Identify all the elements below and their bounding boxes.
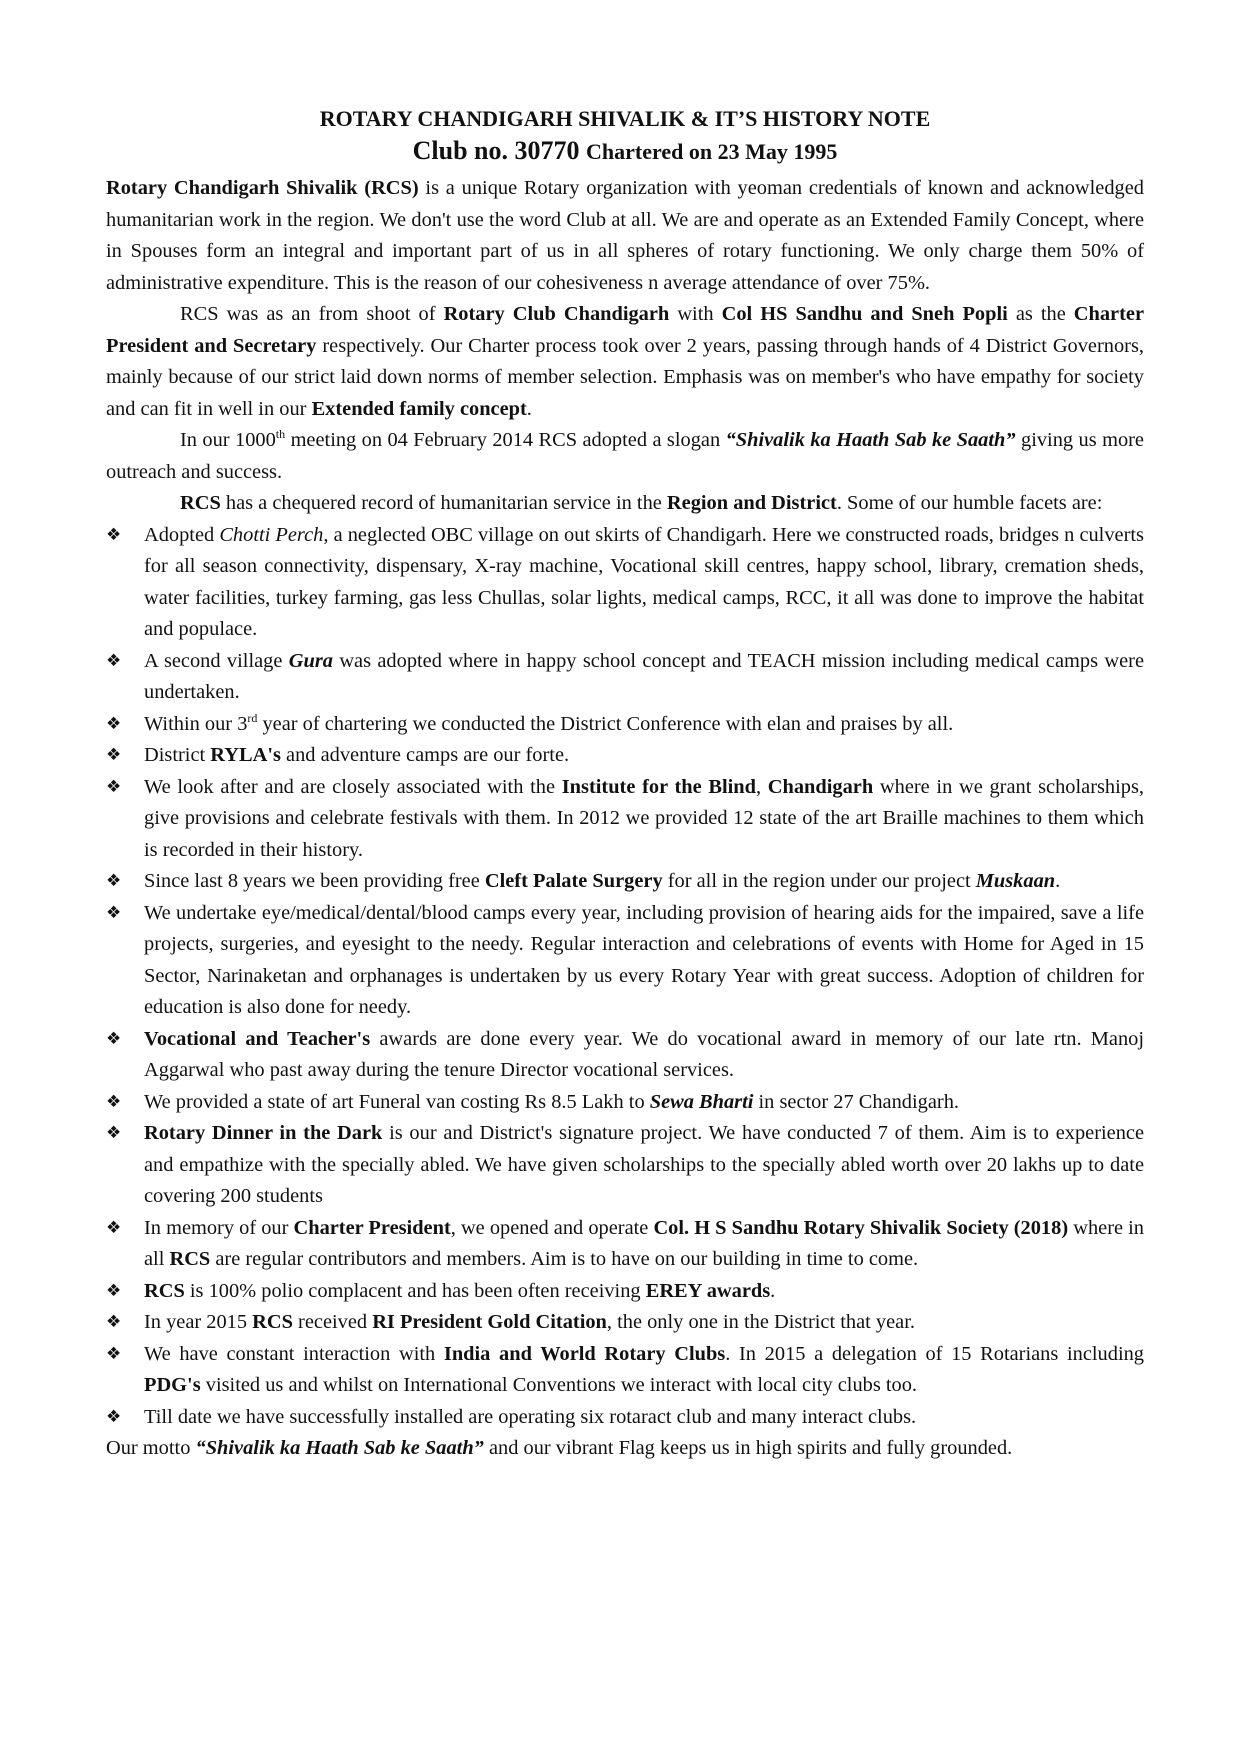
list-item bbox=[106, 709, 1144, 741]
list-item bbox=[106, 1339, 1144, 1402]
diamond-bullet-icon: ❖ bbox=[106, 1028, 122, 1049]
bold-italic-text: Sewa Bharti bbox=[649, 1090, 754, 1113]
text: . bbox=[526, 397, 532, 420]
text: and our vibrant Flag keeps us in high spirits and fully grounded. bbox=[483, 1437, 1013, 1459]
list-item bbox=[106, 898, 1144, 1024]
text: . In 2015 a delegation of 15 Rotarians including bbox=[725, 1342, 1144, 1365]
slogan-text: “Shivalik ka Haath Sab ke Saath” bbox=[725, 429, 1016, 451]
list-item bbox=[106, 866, 1144, 898]
text: meeting on 04 February 2014 RCS adopted a slogan bbox=[285, 429, 726, 451]
diamond-bullet-icon: ❖ bbox=[106, 871, 122, 891]
text: and adventure camps are our forte. bbox=[280, 744, 570, 766]
diamond-bullet-icon: ❖ bbox=[106, 1312, 122, 1332]
text: , a neglected OBC village on out skirts of Chandigarh. Here we constructed roads, bridges n culverts for all season connectivity, dispensary, X-ray machine, Vocational skill centres, happy school, library, cremation sheds, water facilities, turkey farming, gas less Chullas, solar lights, medical camps, RCC, it all was done to improve the habitat and populace. bbox=[144, 523, 1144, 640]
diamond-bullet-icon: ❖ bbox=[106, 902, 122, 923]
bold-text: RCS bbox=[169, 1248, 211, 1270]
text: are regular contributors and members. Aim is to have on our building in time to come. bbox=[210, 1248, 919, 1270]
bold-text: Charter President and Secretary bbox=[106, 303, 1144, 357]
text: Adopted bbox=[144, 523, 220, 546]
text: was adopted where in happy school concept and TEACH mission including medical camps were undertaken. bbox=[144, 649, 1144, 703]
text: Within our 3 bbox=[144, 712, 248, 735]
bold-text: RI President Gold Citation bbox=[372, 1311, 607, 1333]
bold-text: Region and District bbox=[666, 492, 837, 514]
diamond-bullet-icon: ❖ bbox=[106, 1091, 122, 1112]
diamond-bullet-icon: ❖ bbox=[106, 1123, 122, 1143]
text: Till date we have successfully installed are operating six rotaract club and many interact clubs. bbox=[144, 1405, 917, 1428]
text: District bbox=[144, 744, 211, 766]
bold-text: Col HS Sandhu and Sneh Popli bbox=[721, 303, 1008, 325]
bold-text: PDG's bbox=[144, 1374, 201, 1396]
text: We undertake eye/medical/dental/blood camps every year, including provision of hearing aids for the impaired, save a life projects, surgeries, and eyesight to the needy. Regular interaction and celebrations of events with Home for Aged in 15 Sector, Narinaketan and orphanages is undertaken by us every Rotary Year with great success. Adoption of children for education is also done for needy. bbox=[144, 901, 1144, 1018]
motto-text: “Shivalik ka Haath Sab ke Saath” bbox=[195, 1437, 484, 1459]
list-item bbox=[106, 520, 1144, 646]
diamond-bullet-icon: ❖ bbox=[106, 1217, 122, 1238]
bold-text: Chandigarh bbox=[767, 775, 874, 798]
text: We provided a state of art Funeral van costing Rs 8.5 Lakh to bbox=[144, 1090, 650, 1113]
text: is a unique Rotary organization with yeoman credentials of known and acknowledged humanitarian work in the region. We don't use the word Club at all. We are and operate as an Extended Family Concept, where in Spouses form an integral and important part of us in all spheres of rotary functioning. We only charge them 50% of administrative expenditure. This is the reason of our cohesiveness n average attendance of over 75%. bbox=[106, 177, 1144, 294]
text: as the bbox=[1007, 303, 1074, 325]
bold-text: Col. H S Sandhu Rotary Shivalik Society (2018) bbox=[653, 1216, 1069, 1239]
list-item bbox=[106, 1402, 1144, 1434]
text: where in we grant scholarships, give provisions and celebrate festivals with them. In 2012 we provided 12 state of the art Braille machines to them which is recorded in their history. bbox=[144, 775, 1145, 861]
text: . bbox=[770, 1279, 776, 1302]
facets-list bbox=[106, 520, 1144, 1434]
text: is our and District's signature project. We have conducted 7 of them. Aim is to experience and empathize with the specially abled. We have given scholarships to the specially abled worth over 20 lakhs up to date covering 200 students bbox=[144, 1122, 1145, 1207]
text: has a chequered record of humanitarian service in the bbox=[220, 492, 667, 514]
text: awards are done every year. We do vocational award in memory of our late rtn. Manoj Aggarwal who past away during the tenure Director vocational services. bbox=[144, 1027, 1144, 1081]
bold-text: Vocational and Teacher's bbox=[144, 1027, 371, 1050]
list-item bbox=[106, 646, 1144, 709]
bold-text: Rotary Club Chandigarh bbox=[443, 303, 670, 325]
text: visited us and whilst on International Conventions we interact with local city clubs too. bbox=[200, 1374, 918, 1396]
club-subtitle bbox=[106, 134, 1144, 169]
list-item bbox=[106, 1024, 1144, 1087]
text: respectively. Our Charter process took over 2 years, passing through hands of 4 District Governors, mainly because of our strict laid down norms of member selection. Emphasis was on member's who have empathy for society and can fit in well in our bbox=[106, 334, 1144, 420]
bold-text: RCS bbox=[180, 492, 221, 514]
intro-paragraph bbox=[106, 173, 1144, 299]
text: in sector 27 Chandigarh. bbox=[753, 1090, 959, 1113]
text: Since last 8 years we been providing free bbox=[144, 870, 485, 892]
superscript: th bbox=[275, 427, 286, 442]
text: RCS was as an from shoot of bbox=[180, 303, 444, 325]
text: In our 1000 bbox=[180, 429, 276, 451]
bold-text: Cleft Palate Surgery bbox=[484, 870, 663, 892]
list-item bbox=[106, 740, 1144, 772]
charter-date: Chartered on 23 May 1995 bbox=[586, 139, 838, 164]
text: received bbox=[292, 1311, 373, 1333]
diamond-bullet-icon: ❖ bbox=[106, 776, 122, 797]
bold-italic-text: Gura bbox=[288, 649, 333, 672]
diamond-bullet-icon: ❖ bbox=[106, 1280, 122, 1301]
text: year of chartering we conducted the District Conference with elan and praises by all. bbox=[257, 712, 954, 735]
list-item bbox=[106, 1087, 1144, 1119]
list-item bbox=[106, 1276, 1144, 1308]
list-item bbox=[106, 1118, 1144, 1213]
service-record-paragraph bbox=[106, 488, 1144, 520]
diamond-bullet-icon: ❖ bbox=[106, 1343, 122, 1364]
text: We look after and are closely associated with the bbox=[144, 775, 562, 798]
text: , the only one in the District that year. bbox=[606, 1311, 915, 1333]
bold-text: RYLA's bbox=[210, 744, 281, 766]
text: giving us more outreach and success. bbox=[106, 429, 1144, 483]
bold-text: Rotary Dinner in the Dark bbox=[144, 1122, 383, 1144]
text: where in all bbox=[144, 1216, 1144, 1270]
list-item bbox=[106, 1213, 1144, 1276]
bold-text: Rotary Chandigarh Shivalik (RCS) bbox=[106, 177, 419, 199]
history-paragraph bbox=[106, 299, 1144, 425]
text: Our motto bbox=[106, 1437, 196, 1459]
bold-italic-text: Muskaan bbox=[975, 870, 1056, 892]
text: In memory of our bbox=[144, 1216, 294, 1239]
text: , bbox=[755, 775, 768, 798]
text: for all in the region under our project bbox=[662, 870, 976, 892]
text: We have constant interaction with bbox=[144, 1342, 444, 1365]
bold-text: EREY awards bbox=[645, 1279, 771, 1302]
diamond-bullet-icon: ❖ bbox=[106, 650, 122, 671]
text: . Some of our humble facets are: bbox=[836, 492, 1103, 514]
bold-text: RCS bbox=[144, 1279, 185, 1302]
diamond-bullet-icon: ❖ bbox=[106, 524, 122, 545]
slogan-paragraph bbox=[106, 425, 1144, 488]
text: , we opened and operate bbox=[450, 1216, 654, 1239]
club-number: Club no. 30770 bbox=[412, 136, 587, 165]
diamond-bullet-icon: ❖ bbox=[106, 745, 122, 765]
text: . bbox=[1055, 870, 1061, 892]
bold-text: Charter President bbox=[293, 1216, 451, 1239]
document-title: ROTARY CHANDIGARH SHIVALIK & IT’S HISTORY NOTE bbox=[319, 106, 931, 131]
list-item bbox=[106, 772, 1144, 867]
text: is 100% polio complacent and has been often receiving bbox=[184, 1279, 646, 1302]
diamond-bullet-icon: ❖ bbox=[106, 713, 122, 734]
italic-text: Chotti Perch bbox=[219, 523, 324, 546]
bold-text: Institute for the Blind bbox=[561, 775, 756, 798]
superscript: rd bbox=[247, 710, 258, 725]
text: with bbox=[669, 303, 722, 325]
list-item bbox=[106, 1307, 1144, 1339]
bold-text: Extended family concept bbox=[311, 397, 527, 420]
text: A second village bbox=[144, 649, 289, 672]
diamond-bullet-icon: ❖ bbox=[106, 1406, 122, 1427]
bold-text: RCS bbox=[252, 1311, 293, 1333]
closing-paragraph bbox=[106, 1433, 1144, 1465]
text: In year 2015 bbox=[144, 1311, 253, 1333]
bold-text: India and World Rotary Clubs bbox=[443, 1342, 726, 1365]
